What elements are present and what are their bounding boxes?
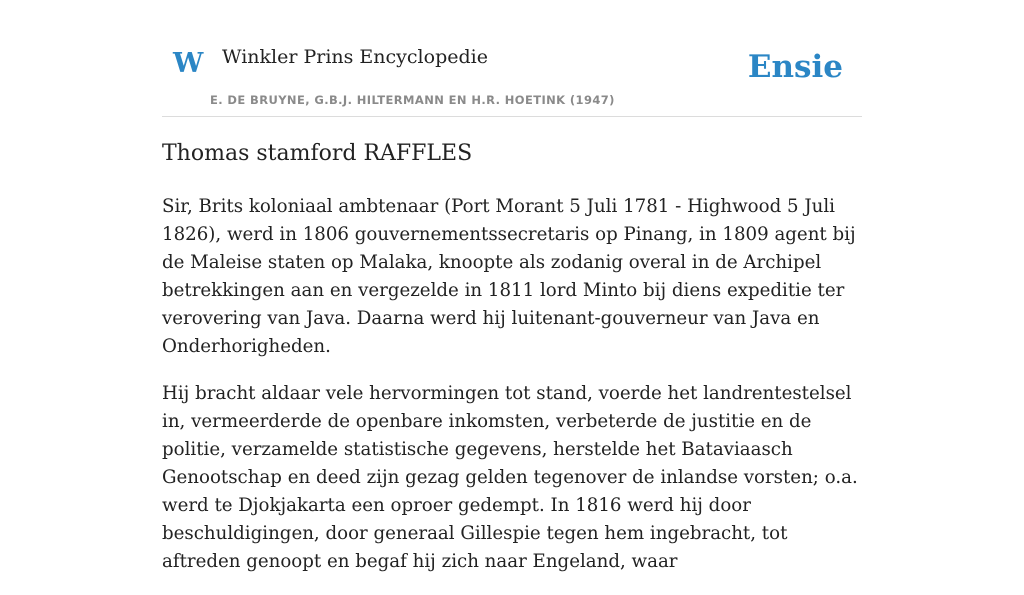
article-paragraph-1: Sir, Brits koloniaal ambtenaar (Port Morant 5 Juli 1781 - Highwood 5 Juli 1826), werd in 1806 gouvernementssecretaris op Pinang, in 1809 agent bij de Maleise staten op Malaka, knoopte als zodanig overal in de Archipel betrekkingen aan en vergezelde in 1811 lord Minto bij diens expeditie ter verovering van Java. Daarna werd hij luitenant-gouverneur van Java en Onderhorigheden. — [162, 196, 856, 357]
article — [162, 138, 862, 595]
ensie-logo[interactable]: Ensie — [747, 49, 843, 85]
article-title: Thomas stamford RAFFLES — [162, 141, 473, 166]
publication-title[interactable]: Winkler Prins Encyclopedie — [222, 46, 488, 68]
publication-authors: E. DE BRUYNE, G.B.J. HILTERMANN EN H.R. HOETINK (1947) — [210, 93, 615, 107]
publication-logo[interactable]: W — [173, 48, 204, 79]
header — [162, 0, 862, 117]
article-paragraph-2: Hij bracht aldaar vele hervormingen tot stand, voerde het landrentestelsel in, vermeerderde de openbare inkomsten, verbeterde de justitie en de politie, verzamelde statistische gegevens, herstelde het Bataviaasch Genootschap en deed zijn gezag gelden tegenover de inlandse vorsten; o.a. werd te Djokjakarta een oproer gedempt. In 1816 werd hij door beschuldigingen, door generaal Gillespie tegen hem ingebracht, tot aftreden genoopt en begaf hij zich naar Engeland, waar — [162, 383, 858, 572]
